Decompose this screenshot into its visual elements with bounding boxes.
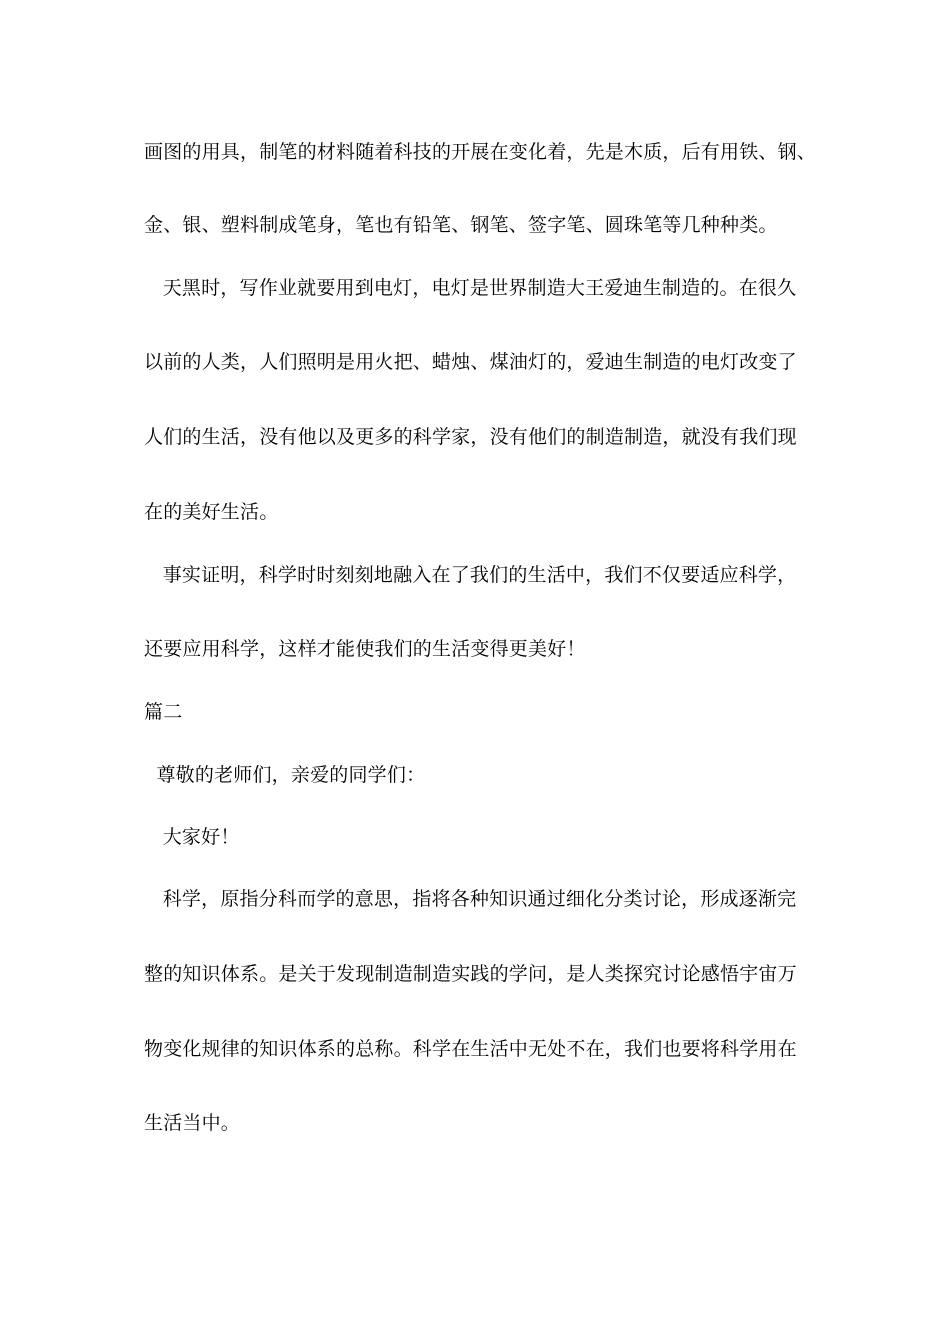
text-line: 事实证明，科学时时刻刻地融入在了我们的生活中，我们不仅要适应科学，	[144, 564, 797, 586]
text-line: 金、银、塑料制成笔身，笔也有铅笔、钢笔、签字笔、圆珠笔等几种种类。	[144, 214, 778, 236]
text-line: 生活当中。	[144, 1112, 241, 1134]
text-line: 还要应用科学，这样才能使我们的生活变得更美好！	[144, 638, 586, 660]
text-line: 画图的用具，制笔的材料随着科技的开展在变化着，先是木质，后有用铁、钢、	[144, 141, 817, 163]
greeting: 大家好！	[144, 826, 240, 848]
salutation: 尊敬的老师们，亲爱的同学们：	[144, 764, 426, 786]
text-line: 人们的生活，没有他以及更多的科学家，没有他们的制造制造，就没有我们现	[144, 426, 797, 448]
text-line: 以前的人类，人们照明是用火把、蜡烛、煤油灯的，爱迪生制造的电灯改变了	[144, 351, 797, 373]
text-line: 整的知识体系。是关于发现制造制造实践的学问，是人类探究讨论感悟宇宙万	[144, 963, 797, 985]
text-line: 在的美好生活。	[144, 501, 279, 523]
section-heading: 篇二	[144, 701, 183, 723]
text-line: 科学，原指分科而学的意思，指将各种知识通过细化分类讨论，形成逐渐完	[144, 888, 797, 910]
text-line: 天黑时，写作业就要用到电灯，电灯是世界制造大王爱迪生制造的。在很久	[144, 277, 797, 299]
text-line: 物变化规律的知识体系的总称。科学在生活中无处不在，我们也要将科学用在	[144, 1038, 797, 1060]
